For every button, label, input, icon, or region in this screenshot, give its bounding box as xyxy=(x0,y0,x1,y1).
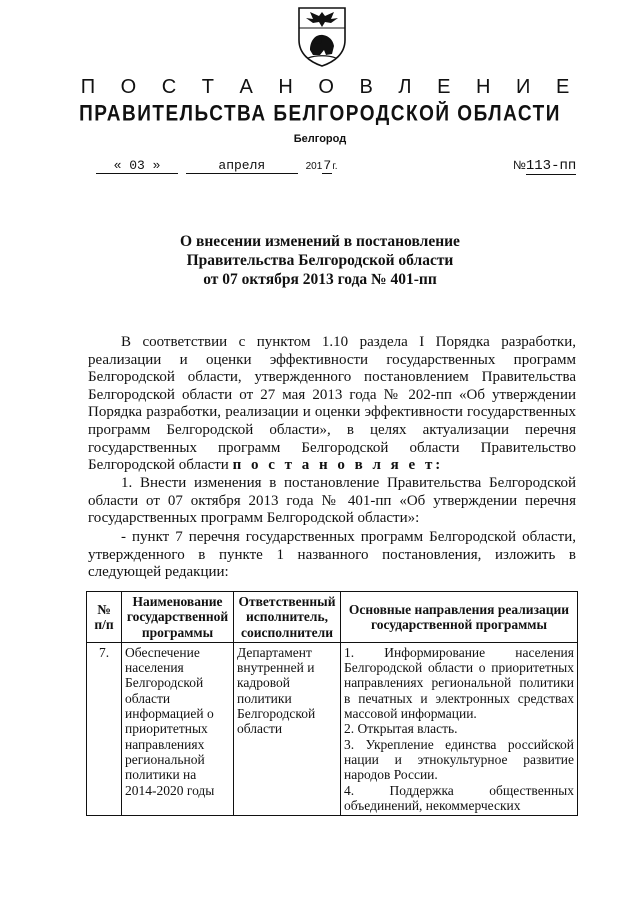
coat-of-arms-emblem xyxy=(296,6,348,68)
col-header-executor: Ответственный исполнитель, соисполнители xyxy=(234,592,341,643)
document-number: №113-пп xyxy=(513,158,577,174)
issuer-title: ПРАВИТЕЛЬСТВА БЕЛГОРОДСКОЙ ОБЛАСТИ xyxy=(79,102,561,127)
cell-directions xyxy=(341,642,578,815)
direction-item: 4. Поддержка общественных объединений, некоммерческих xyxy=(344,782,574,813)
table-row xyxy=(87,642,578,815)
cell-executor: Департамент внутренней и кадровой политики Белгородской области xyxy=(234,642,341,815)
resolves-emphasis: п о с т а н о в л я е т: xyxy=(232,457,444,474)
clause-item-paragraph: - пункт 7 перечня государственных программ Белгородской области, утвержденного в пункте 1 названного постановления, изложить в следующей редакции: xyxy=(88,529,576,581)
cell-number: 7. xyxy=(87,642,122,815)
direction-item: 1. Информирование населения Белгородской области о приоритетных направлениях региональной политики в печатных и электронных средствах массовой информации. xyxy=(344,644,574,722)
city-name: Белгород xyxy=(293,133,347,145)
col-header-number: № п/п xyxy=(87,592,122,643)
cell-program-name: Обеспечение населения Белгородской области информацией о приоритетных направлениях региональной политики на 2014-2020 годы xyxy=(122,642,234,815)
col-header-program-name: Наименование государственной программы xyxy=(122,592,234,643)
col-header-directions: Основные направления реализации государственной программы xyxy=(341,592,578,643)
programs-table xyxy=(86,591,578,816)
heading-line: О внесении изменений в постановление xyxy=(180,233,460,250)
clause-1-paragraph: 1. Внести изменения в постановление Правительства Белгородской области от 07 октября 2013 года № 401-пп «Об утверждении перечня государственных программ Белгородской области»: xyxy=(88,475,576,527)
heading-line: от 07 октября 2013 года № 401-пп xyxy=(203,271,437,288)
preamble-paragraph: В соответствии с пунктом 1.10 раздела I Порядка разработки, реализации и оценки эффективности государственных программ Белгородской области, утвержденного постановлением Правительства Белгородской области от 27 мая 2013 года № 202-пп «Об утверждении Порядка разработки, реализации и оценки эффективности государственных программ Белгородской области», в целях актуализации перечня государственных программ Белгородской области Правительство Белгородской области п о с т а н о в л я е т: xyxy=(88,334,576,474)
direction-item: 3. Укрепление единства российской нации и этнокультурное развитие народов России. xyxy=(344,736,574,783)
document-heading xyxy=(0,232,640,289)
heading-line: Правительства Белгородской области xyxy=(186,252,454,269)
direction-item: 2. Открытая власть. xyxy=(344,721,458,737)
document-date: « 03 » апреля 2017г. xyxy=(96,158,338,174)
table-header-row xyxy=(87,592,578,643)
document-type-title: П О С Т А Н О В Л Е Н И Е xyxy=(80,76,580,98)
